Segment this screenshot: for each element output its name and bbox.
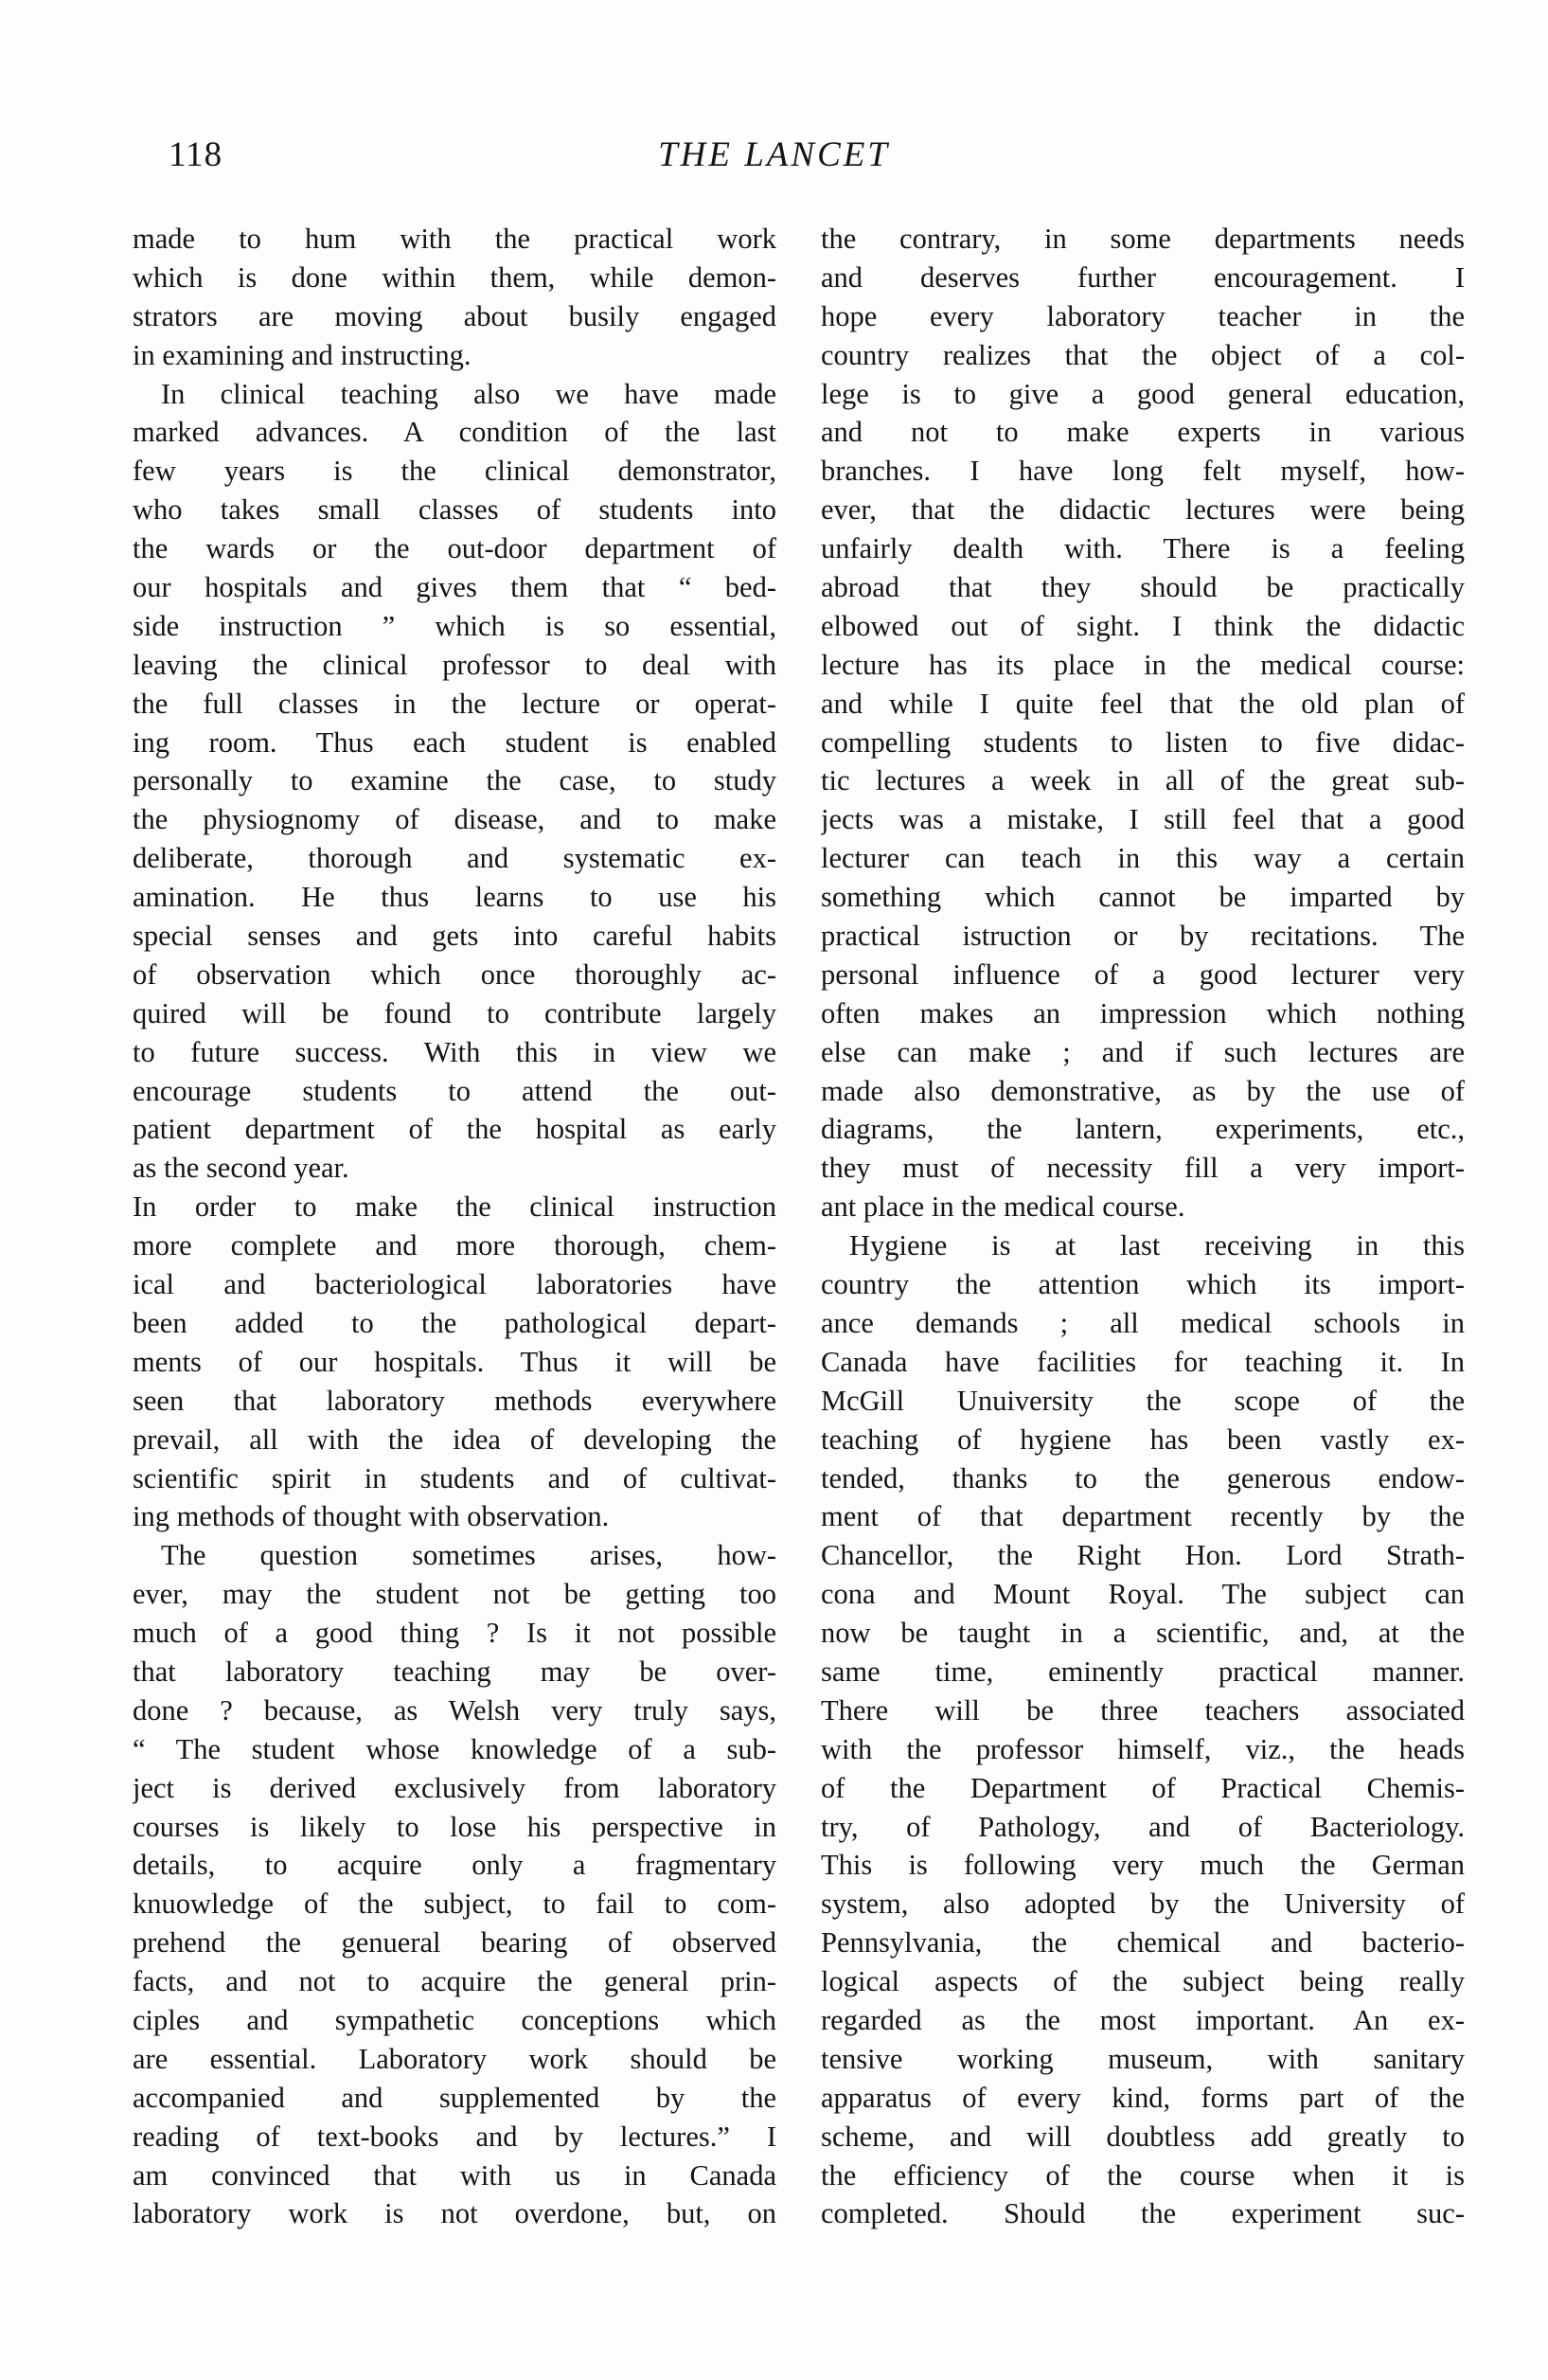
text-line: amination. He thus learns to use his (133, 881, 776, 914)
text-line: to future success. With this in view we (133, 1035, 776, 1068)
text-line: unfairly dealth with. There is a feeling (821, 532, 1465, 565)
text-line: personally to examine the case, to study (133, 764, 776, 797)
text-line: strators are moving about busily engaged (133, 299, 776, 332)
text-line: regarded as the most important. An ex- (821, 2003, 1465, 2036)
text-line: same time, eminently practical manner. (821, 1655, 1465, 1688)
text-line: compelling students to listen to five didac- (821, 725, 1465, 759)
text-line: ical and bacteriological laboratories have (133, 1268, 776, 1301)
text-line: country realizes that the object of a col- (821, 338, 1465, 371)
text-line: and deserves further encouragement. I (821, 260, 1465, 294)
text-line: jects was a mistake, I still feel that a good (821, 803, 1465, 836)
text-line: Canada have facilities for teaching it. In (821, 1345, 1465, 1378)
text-line: who takes small classes of students into (133, 493, 776, 527)
page-header (0, 134, 1548, 191)
text-line: lecture has its place in the medical course: (821, 648, 1465, 681)
text-line: knuowledge of the subject, to fail to com- (133, 1888, 776, 1921)
text-line: diagrams, the lantern, experiments, etc., (821, 1113, 1465, 1146)
text-line: apparatus of every kind, forms part of the (821, 2081, 1465, 2114)
text-line: made also demonstrative, as by the use of (821, 1074, 1465, 1107)
text-line: ject is derived exclusively from laboratory (133, 1771, 776, 1804)
text-line: am convinced that with us in Canada (133, 2158, 776, 2192)
text-line: ciples and sympathetic conceptions which (133, 2003, 776, 2036)
text-line: ments of our hospitals. Thus it will be (133, 1345, 776, 1378)
text-line: hope every laboratory teacher in the (821, 299, 1465, 332)
text-line: been added to the pathological depart- (133, 1306, 776, 1339)
text-line: ant place in the medical course. (821, 1190, 1185, 1224)
text-line: much of a good thing ? Is it not possible (133, 1617, 776, 1650)
text-line: and not to make experts in various (821, 416, 1465, 449)
text-line: McGill Unuiversity the scope of the (821, 1384, 1465, 1417)
text-line: the efficiency of the course when it is (821, 2158, 1465, 2192)
text-line: elbowed out of sight. I think the didactic (821, 609, 1465, 642)
page-number: 118 (169, 135, 223, 174)
text-line: ing room. Thus each student is enabled (133, 725, 776, 759)
text-line: completed. Should the experiment suc- (821, 2197, 1465, 2230)
text-line: as the second year. (133, 1152, 349, 1185)
text-line: something which cannot be imparted by (821, 881, 1465, 914)
text-line: Chancellor, the Right Hon. Lord Strath- (821, 1539, 1465, 1572)
text-line: quired will be found to contribute largely (133, 996, 776, 1029)
text-line: In order to make the clinical instruction (133, 1190, 776, 1224)
text-line: more complete and more thorough, chem- (133, 1229, 776, 1262)
text-line: they must of necessity fill a very import- (821, 1152, 1465, 1185)
text-line: are essential. Laboratory work should be (133, 2042, 776, 2075)
text-line: accompanied and supplemented by the (133, 2081, 776, 2114)
left-column (133, 220, 776, 2233)
text-line: This is following very much the German (821, 1849, 1465, 1882)
text-line: often makes an impression which nothing (821, 996, 1465, 1029)
text-line: courses is likely to lose his perspective in (133, 1810, 776, 1843)
text-line: special senses and gets into careful habits (133, 920, 776, 953)
running-head: THE LANCET (658, 135, 890, 174)
text-line: done ? because, as Welsh very truly says, (133, 1693, 776, 1727)
text-line: “ The student whose knowledge of a sub- (133, 1732, 776, 1765)
text-line: deliberate, thorough and systematic ex- (133, 842, 776, 875)
text-line: lecturer can teach in this way a certain (821, 842, 1465, 875)
text-line: logical aspects of the subject being really (821, 1965, 1465, 1998)
text-line: ance demands ; all medical schools in (821, 1306, 1465, 1339)
text-line: of observation which once thoroughly ac- (133, 957, 776, 991)
text-line: abroad that they should be practically (821, 571, 1465, 604)
text-line: and while I quite feel that the old plan of (821, 687, 1465, 720)
text-line: patient department of the hospital as early (133, 1113, 776, 1146)
text-line: country the attention which its import- (821, 1268, 1465, 1301)
text-line: ing methods of thought with observation. (133, 1500, 610, 1533)
text-line: tensive working museum, with sanitary (821, 2042, 1465, 2075)
text-line: personal influence of a good lecturer very (821, 957, 1465, 991)
text-line: the wards or the out-door department of (133, 532, 776, 565)
text-line: ment of that department recently by the (821, 1500, 1465, 1533)
text-line: made to hum with the practical work (133, 223, 776, 255)
right-column (821, 220, 1465, 2233)
text-line: tic lectures a week in all of the great sub- (821, 764, 1465, 797)
text-line: details, to acquire only a fragmentary (133, 1849, 776, 1882)
text-line: encourage students to attend the out- (133, 1074, 776, 1107)
text-line: In clinical teaching also we have made (161, 377, 776, 410)
text-line: now be taught in a scientific, and, at the (821, 1617, 1465, 1650)
text-line: cona and Mount Royal. The subject can (821, 1578, 1465, 1611)
text-line: lege is to give a good general education, (821, 377, 1465, 410)
text-line: prevail, all with the idea of developing the (133, 1423, 776, 1456)
text-line: scientific spirit in students and of cultivat- (133, 1461, 776, 1494)
text-line: Pennsylvania, the chemical and bacterio- (821, 1926, 1465, 1959)
text-line: The question sometimes arises, how- (161, 1539, 776, 1572)
text-line: Hygiene is at last receiving in this (849, 1229, 1465, 1262)
text-line: in examining and instructing. (133, 338, 472, 371)
text-line: reading of text-books and by lectures.” I (133, 2120, 776, 2153)
text-line: system, also adopted by the University of (821, 1888, 1465, 1921)
text-line: practical istruction or by recitations. The (821, 920, 1465, 953)
text-line: which is done within them, while demon- (133, 260, 776, 294)
text-line: prehend the genueral bearing of observed (133, 1926, 776, 1959)
text-line: ever, may the student not be getting too (133, 1578, 776, 1611)
text-line: that laboratory teaching may be over- (133, 1655, 776, 1688)
text-line: scheme, and will doubtless add greatly to (821, 2120, 1465, 2153)
text-line: marked advances. A condition of the last (133, 416, 776, 449)
text-line: few years is the clinical demonstrator, (133, 455, 776, 488)
text-line: seen that laboratory methods everywhere (133, 1384, 776, 1417)
text-line: branches. I have long felt myself, how- (821, 455, 1465, 488)
text-line: teaching of hygiene has been vastly ex- (821, 1423, 1465, 1456)
text-line: of the Department of Practical Chemis- (821, 1771, 1465, 1804)
text-line: leaving the clinical professor to deal with (133, 648, 776, 681)
text-line: the full classes in the lecture or operat- (133, 687, 776, 720)
text-line: There will be three teachers associated (821, 1693, 1465, 1727)
text-line: try, of Pathology, and of Bacteriology. (821, 1810, 1465, 1843)
text-line: the contrary, in some departments needs (821, 223, 1465, 255)
text-line: else can make ; and if such lectures are (821, 1035, 1465, 1068)
text-line: ever, that the didactic lectures were being (821, 493, 1465, 527)
text-line: laboratory work is not overdone, but, on (133, 2197, 776, 2230)
text-line: facts, and not to acquire the general prin- (133, 1965, 776, 1998)
text-line: with the professor himself, viz., the heads (821, 1732, 1465, 1765)
text-line: tended, thanks to the generous endow- (821, 1461, 1465, 1494)
text-line: our hospitals and gives them that “ bed- (133, 571, 776, 604)
text-line: the physiognomy of disease, and to make (133, 803, 776, 836)
text-line: side instruction ” which is so essential, (133, 609, 776, 642)
